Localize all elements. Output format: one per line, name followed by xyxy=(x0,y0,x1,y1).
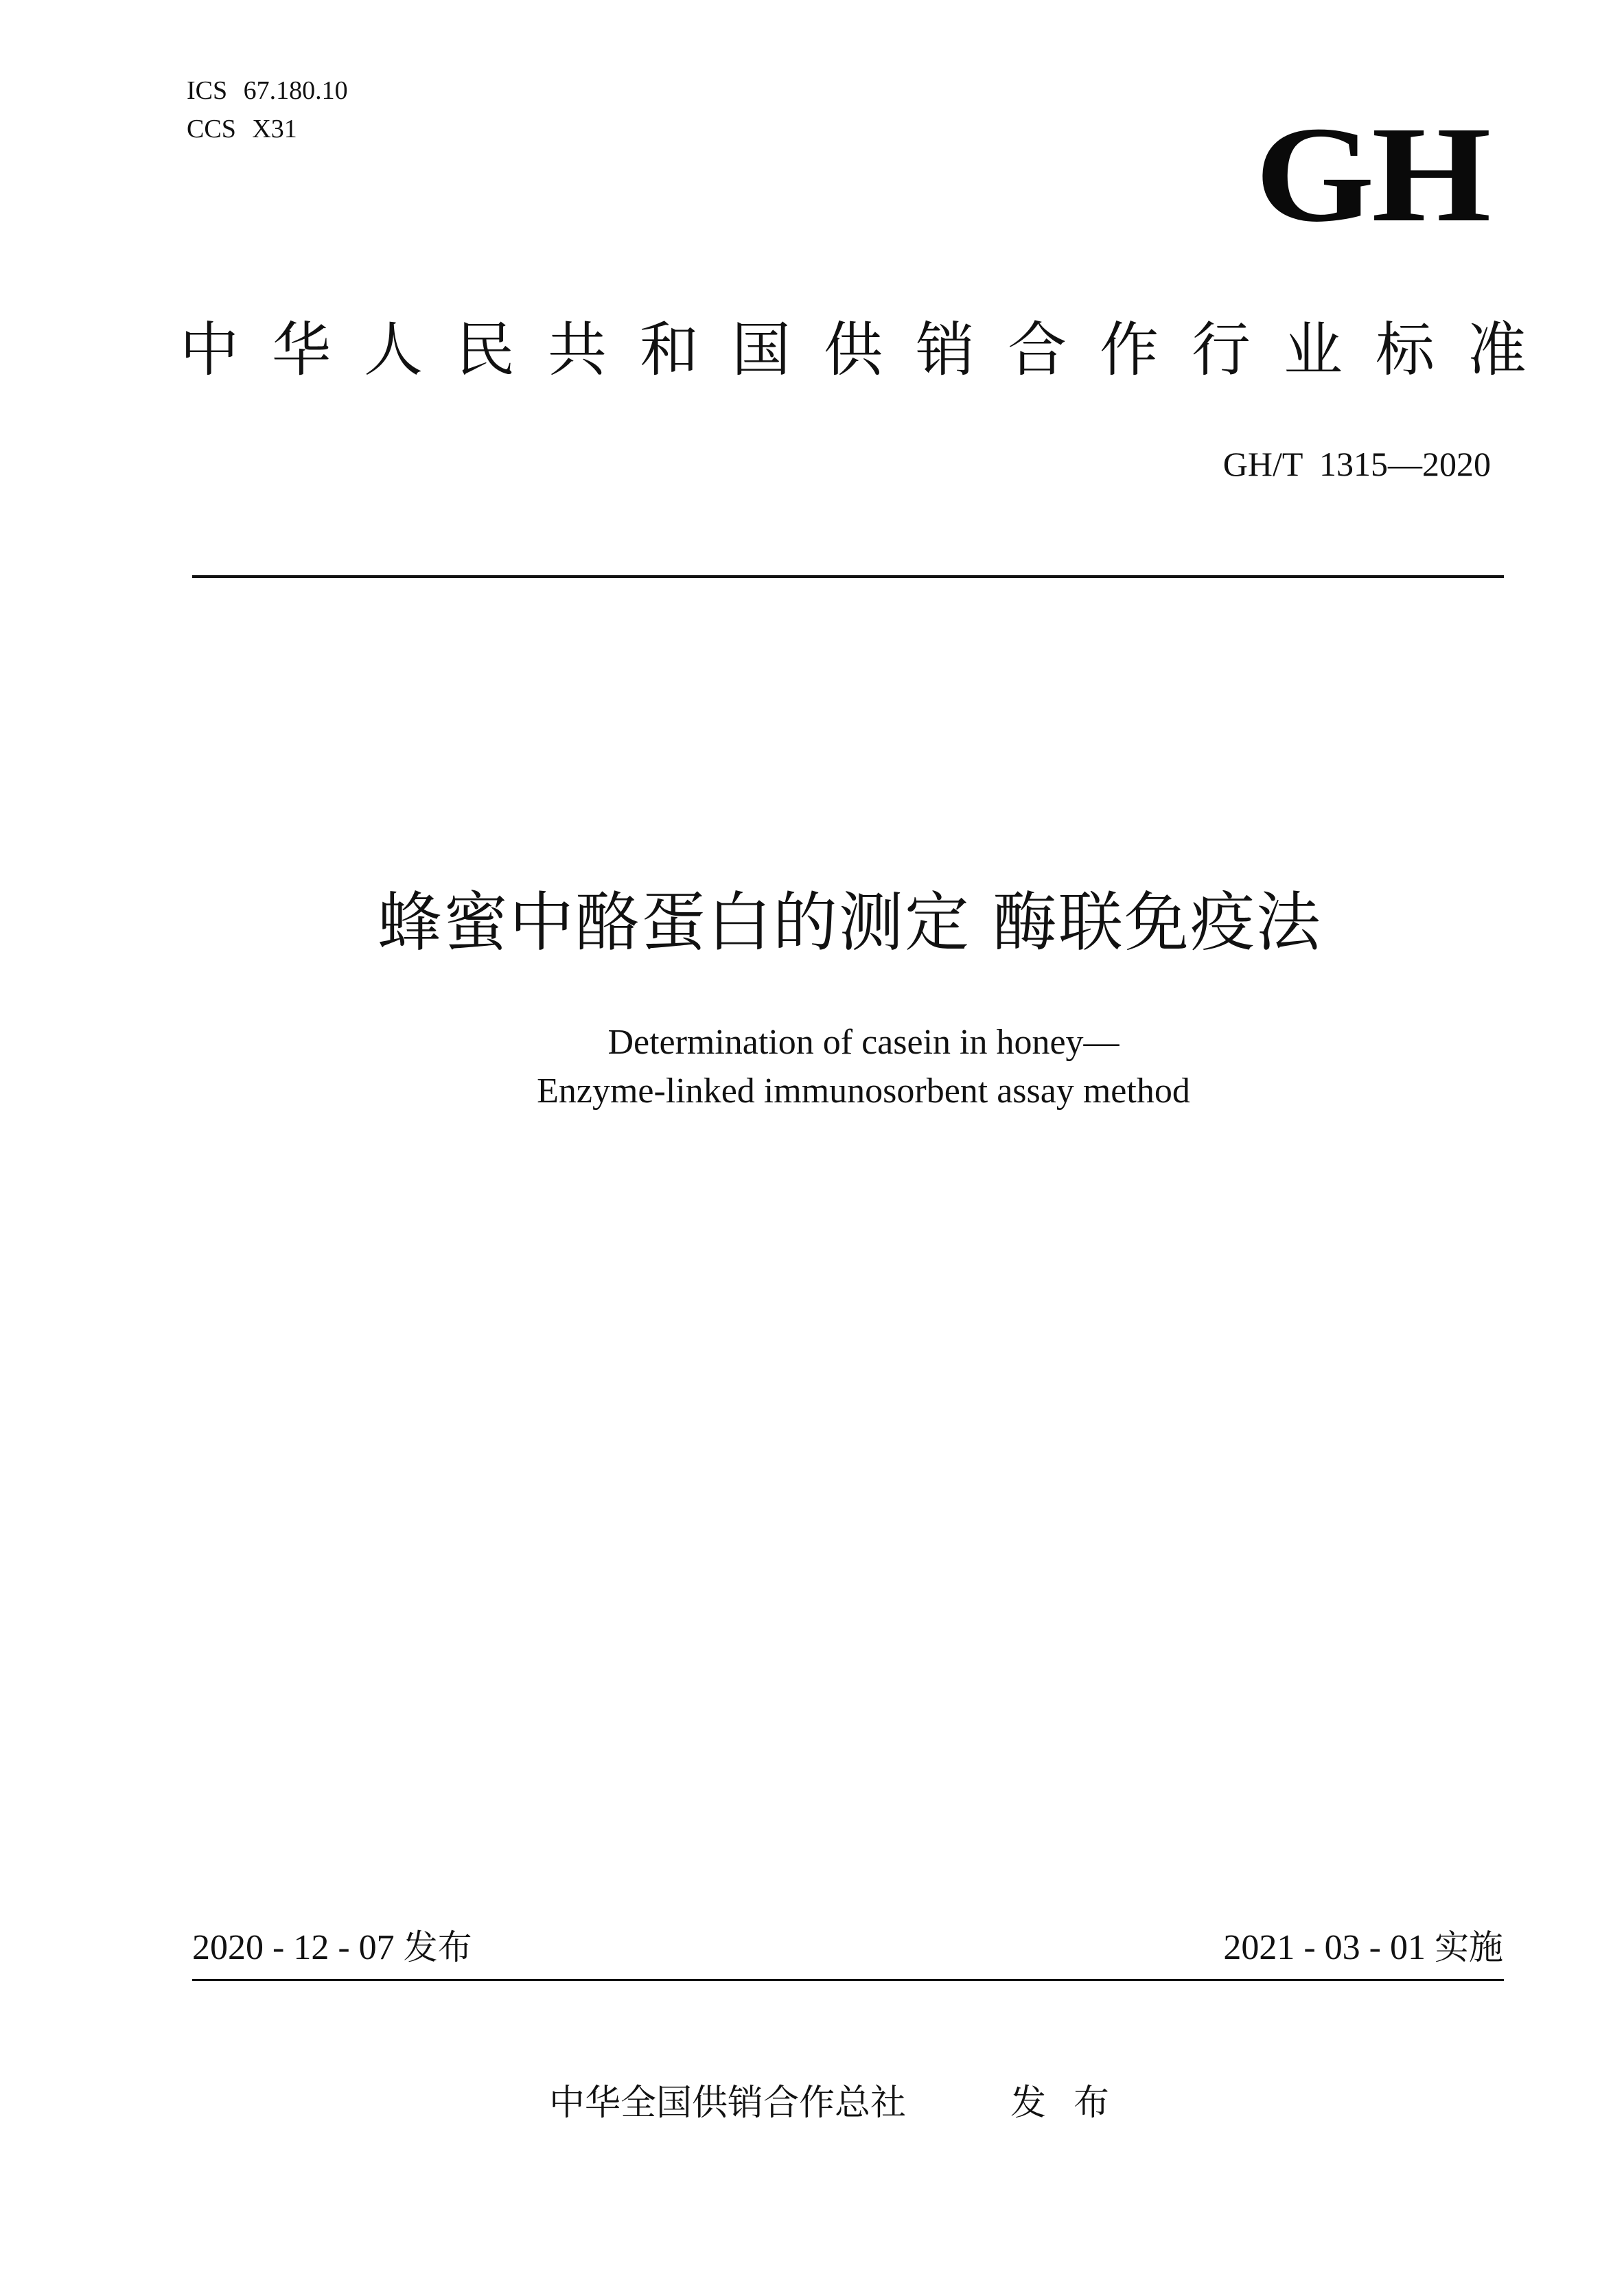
footer-divider xyxy=(192,1979,1504,1981)
title-chinese: 蜂蜜中酪蛋白的测定 酶联免疫法 xyxy=(378,885,1322,960)
standard-number: GH/T 1315—2020 xyxy=(1222,445,1491,483)
ics-code: ICS 67.180.10 xyxy=(187,76,348,105)
header-divider xyxy=(192,575,1504,578)
issue-date xyxy=(192,1925,472,1970)
publisher-name: 中华全国供销合作总社 xyxy=(549,2083,907,2124)
ccs-code: CCS X31 xyxy=(187,115,297,143)
implementation-date xyxy=(1223,1925,1503,1970)
implementation-date-label: 实施 xyxy=(1435,1927,1503,1967)
issue-date-label: 发布 xyxy=(403,1927,472,1967)
issue-date-value: 2020 - 12 - 07 xyxy=(192,1928,395,1967)
title-english-line-1: Determination of casein in honey— xyxy=(607,1023,1120,1062)
gh-logo: GH xyxy=(1255,99,1488,251)
standard-category: 中华人民共和国供销合作行业标准 xyxy=(180,316,1559,384)
publisher-action: 发布 xyxy=(1010,2083,1137,2124)
title-english-line-2: Enzyme-linked immunosorbent assay method xyxy=(537,1071,1190,1111)
implementation-date-value: 2021 - 03 - 01 xyxy=(1223,1928,1426,1967)
